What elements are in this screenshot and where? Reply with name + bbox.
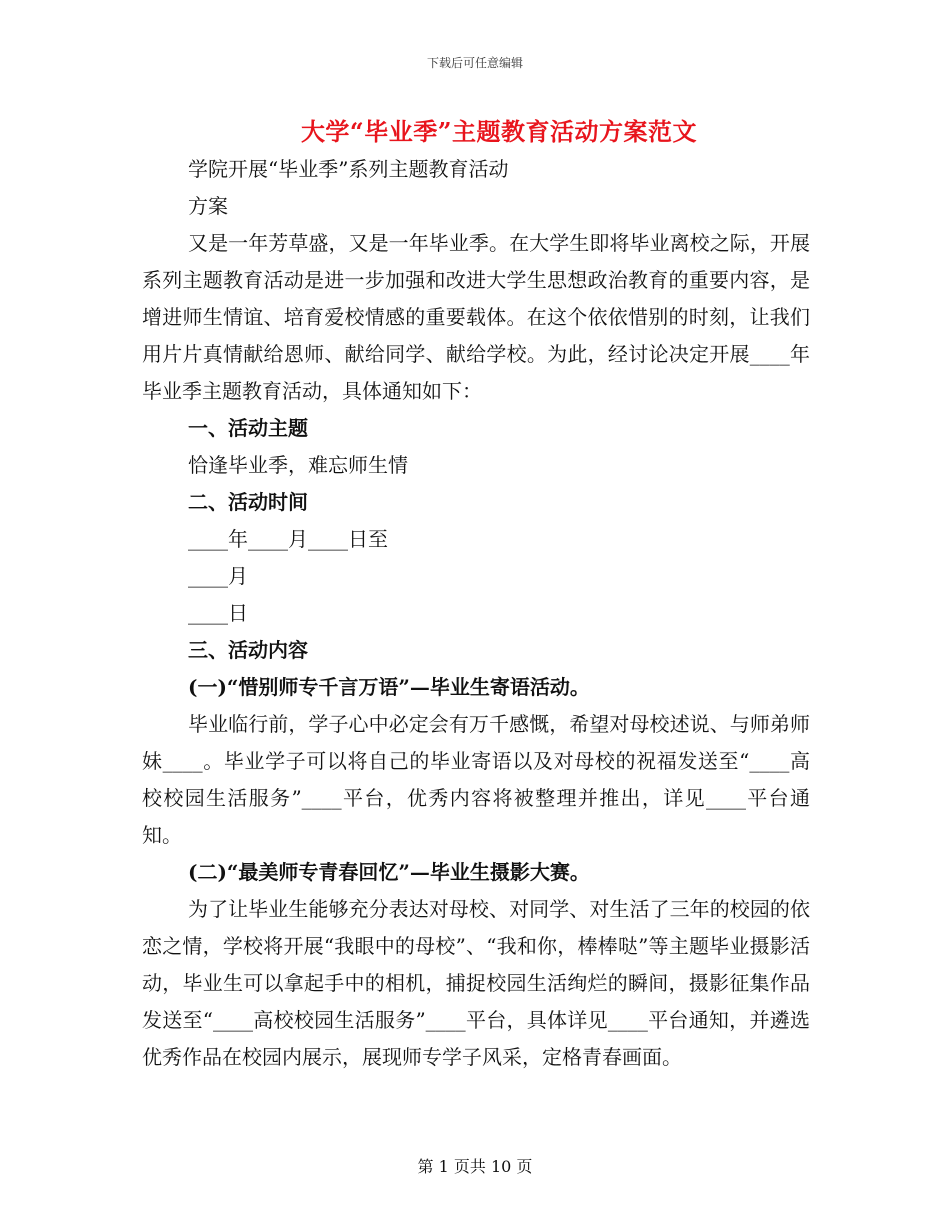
subsection-heading-1: (一)“惜别师专千言万语”—毕业生寄语活动。 [188,675,590,699]
time-line-1: ____年____月____日至 [188,527,388,551]
section-heading-theme: 一、活动主题 [188,416,308,440]
time-line-2: ____月 [188,564,248,588]
section-heading-time: 二、活动时间 [188,490,308,514]
theme-text: 恰逢毕业季，难忘师生情 [188,453,408,477]
page-footer: 第 1 页共 10 页 [417,1157,533,1176]
document-title: 大学“毕业季”主题教育活动方案范文 [300,117,698,146]
subtitle-line-1: 学院开展“毕业季”系列主题教育活动 [188,157,509,181]
subsection-heading-2: (二)“最美师专青春回忆”—毕业生摄影大赛。 [188,860,590,884]
section-heading-content: 三、活动内容 [188,638,308,662]
subtitle-line-2: 方案 [188,194,228,218]
time-line-3: ____日 [188,601,248,625]
header-note: 下载后可任意编辑 [426,56,523,70]
subsection-1-text: 毕业临行前，学子心中必定会有万千感慨，希望对母校述说、与师弟师妹____。毕业学子可以将自己的毕业寄语以及对母校的祝福发送至“____高校校园生活服务”____平台，优秀内容将被整理并推出，详见____平台通知。 [142,712,810,847]
document-body [142,151,810,1076]
intro-paragraph: 又是一年芳草盛，又是一年毕业季。在大学生即将毕业离校之际，开展系列主题教育活动是进一步加强和改进大学生思想政治教育的重要内容，是增进师生情谊、培育爱校情感的重要载体。在这个依依惜别的时刻，让我们用片片真情献给恩师、献给同学、献给学校。为此，经讨论决定开展____年毕业季主题教育活动，具体通知如下： [142,231,810,403]
subsection-2-text: 为了让毕业生能够充分表达对母校、对同学、对生活了三年的校园的依恋之情，学校将开展“我眼中的母校”、“我和你，棒棒哒”等主题毕业摄影活动，毕业生可以拿起手中的相机，捕捉校园生活绚烂的瞬间，摄影征集作品发送至“____高校校园生活服务”____平台，具体详见____平台通知，并遴选优秀作品在校园内展示，展现师专学子风采，定格青春画面。 [142,897,810,1069]
